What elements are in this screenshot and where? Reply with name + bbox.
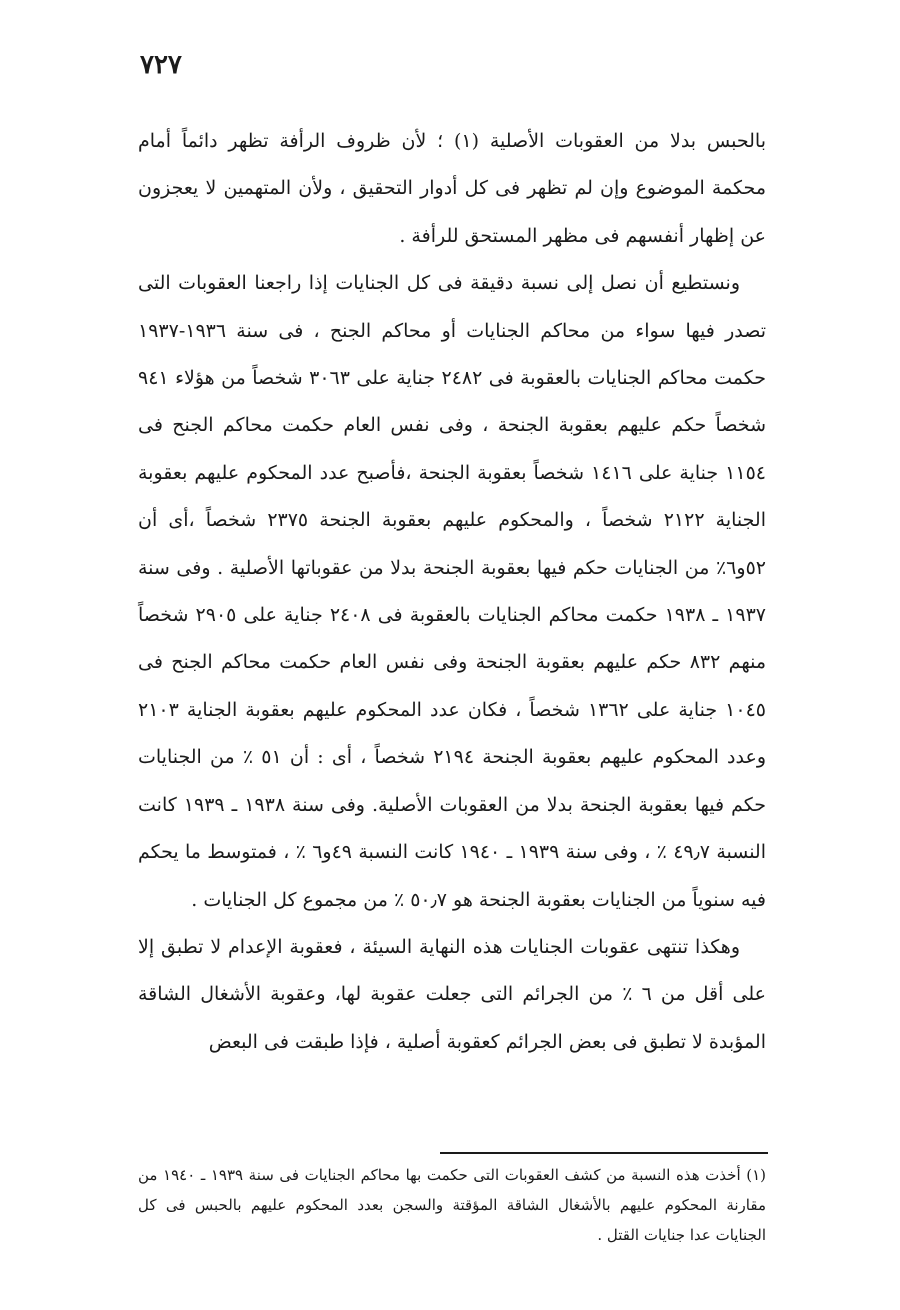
main-text (138, 118, 766, 1066)
paragraph-3: وهكذا تنتهى عقوبات الجنايات هذه النهاية السيئة ، فعقوبة الإعدام لا تطبق إلا على أقل من ٦ ٪ من الجرائم التى جعلت عقوبة لها، وعقوبة الأشغال الشاقة المؤبدة لا تطبق فى بعض الجرائم كعقوبة أصلية ، فإذا طبقت فى البعض (138, 935, 766, 1053)
footnotes (138, 1160, 766, 1250)
paragraph-1: بالحبس بدلا من العقوبات الأصلية (١) ؛ لأن ظروف الرأفة تظهر دائماً أمام محكمة الموضوع وإن لم تظهر فى كل أدوار التحقيق ، ولأن المتهمين لا يعجزون عن إظهار أنفسهم فى مظهر المستحق للرأفة . (138, 130, 766, 247)
paragraph-2: ونستطيع أن نصل إلى نسبة دقيقة فى كل الجنايات إذا راجعنا العقوبات التى تصدر فيها سواء من محاكم الجنايات أو محاكم الجنح ، فى سنة ١٩٣٦-١٩٣٧ حكمت محاكم الجنايات بالعقوبة فى ٢٤٨٢ جناية على ٣٠٦٣ شخصاً من هؤلاء ٩٤١ شخصاً حكم عليهم بعقوبة الجنحة ، وفى نفس العام حكمت محاكم الجنح فى ١١٥٤ جناية على ١٤١٦ شخصاً بعقوبة الجنحة ،فأصبح عدد المحكوم عليهم بعقوبة الجناية ٢١٢٢ شخصاً ، والمحكوم عليهم بعقوبة الجنحة ٢٣٧٥ شخصاً ،أى أن ٥٢و٦٪ من الجنايات حكم فيها بعقوبة الجنحة بدلا من عقوباتها الأصلية . وفى سنة ١٩٣٧ ـ ١٩٣٨ حكمت محاكم الجنايات بالعقوبة فى ٢٤٠٨ جناية على ٢٩٠٥ شخصاً منهم ٨٣٢ حكم عليهم بعقوبة الجنحة وفى نفس العام حكمت محاكم الجنح فى ١٠٤٥ جناية على ١٣٦٢ شخصاً ، فكان عدد المحكوم عليهم بعقوبة الجناية ٢١٠٣ وعدد المحكوم عليهم بعقوبة الجنحة ٢١٩٤ شخصاً ، أى : أن ٥١ ٪ من الجنايات حكم فيها بعقوبة الجنحة بدلا من العقوبات الأصلية. وفى سنة ١٩٣٨ ـ ١٩٣٩ كانت النسبة ٤٩٫٧ ٪ ، وفى سنة ١٩٣٩ ـ ١٩٤٠ كانت النسبة ٤٩و٦ ٪ ، فمتوسط ما يحكم فيه سنوياً من الجنايات بعقوبة الجنحة هو ٥٠٫٧ ٪ من مجموع كل الجنايات . (138, 272, 767, 911)
footnote-1: (١) أخذت هذه النسبة من كشف العقوبات التى حكمت بها محاكم الجنايات فى سنة ١٩٣٩ ـ ١٩٤٠ من مقارنة المحكوم عليهم بالأشغال الشاقة المؤقتة والسجن بعدد المحكوم عليهم بالحبس فى كل الجنايات عدا جنايات القتل . (138, 1166, 766, 1244)
footnote-divider (440, 1152, 768, 1154)
page-number: ٧٢٧ (140, 50, 182, 80)
